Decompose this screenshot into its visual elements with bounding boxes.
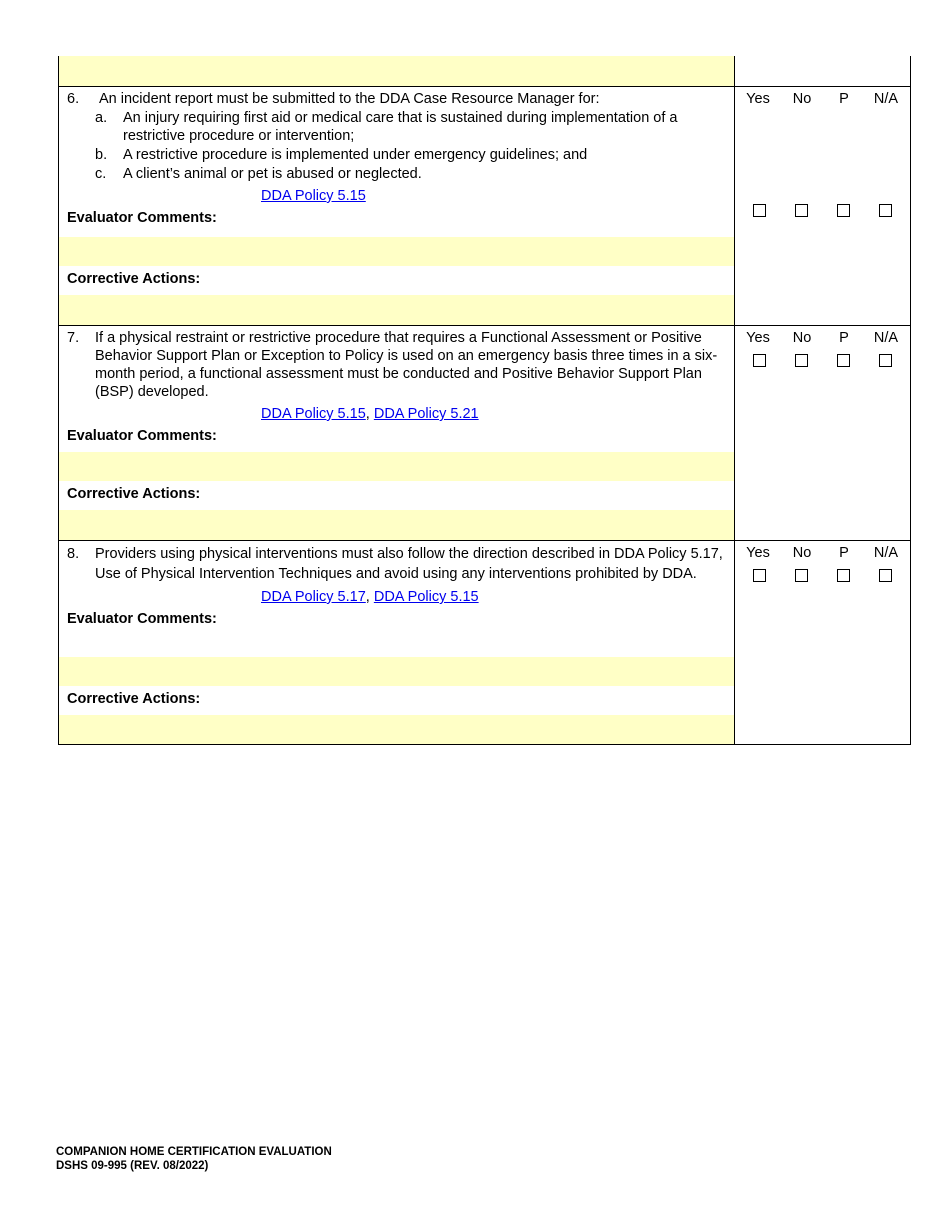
answer-cell-spacer — [735, 295, 911, 325]
evaluator-comments-field-row — [58, 657, 911, 686]
policy-link[interactable]: DDA Policy 5.21 — [373, 406, 479, 422]
answer-cell-q6 — [735, 87, 911, 237]
answer-checkboxes — [735, 204, 911, 220]
evaluator-comments-field-row — [58, 237, 911, 266]
policy-link[interactable]: DDA Policy 5.15 — [261, 188, 366, 204]
no-checkbox[interactable] — [795, 204, 808, 217]
corrective-actions-label: Corrective Actions: — [67, 271, 201, 287]
list-item-letter: c. — [95, 166, 107, 182]
corrective-actions-field[interactable] — [58, 715, 735, 744]
p-label: P — [839, 545, 849, 561]
question-6-row — [58, 86, 911, 237]
table-bottom-border — [58, 744, 911, 745]
answer-cell-spacer — [735, 715, 911, 744]
list-item-text: A client’s animal or pet is abused or neglected. — [123, 166, 422, 182]
question-statement: If a physical restraint or restrictive procedure that requires a Functional Assessment or Positive Behavior Support Plan or Exception to Policy is used on an emergency basis three times in a six-month period, a functional assessment must be conducted and Positive Behavior Support Plan (BSP) developed. — [95, 330, 718, 400]
list-item — [95, 165, 726, 183]
form-number: DSHS 09-995 (REV. 08/2022) — [56, 1160, 209, 1172]
form-title: COMPANION HOME CERTIFICATION EVALUATION — [56, 1146, 332, 1158]
p-label: P — [839, 91, 849, 107]
evaluator-comments-field[interactable] — [58, 452, 735, 481]
no-checkbox[interactable] — [795, 569, 808, 582]
corrective-actions-field-row — [58, 715, 911, 744]
evaluation-form — [58, 56, 911, 745]
answer-checkboxes — [735, 569, 911, 585]
corrective-actions-label-row — [58, 266, 911, 295]
question-8-cell — [58, 541, 735, 657]
p-label: P — [839, 330, 849, 346]
list-item — [95, 109, 726, 145]
list-item — [95, 146, 726, 164]
policy-link[interactable]: DDA Policy 5.17 — [261, 589, 366, 605]
corrective-actions-field[interactable] — [58, 295, 735, 325]
corrective-actions-label-cell — [58, 481, 735, 510]
no-label: No — [792, 330, 812, 346]
answer-header — [735, 329, 911, 347]
p-checkbox[interactable] — [837, 354, 850, 367]
answer-header — [735, 90, 911, 108]
corrective-actions-label-row — [58, 686, 911, 715]
p-checkbox[interactable] — [837, 569, 850, 582]
corrective-actions-label-row — [58, 481, 911, 510]
yes-checkbox[interactable] — [753, 204, 766, 217]
question-6-text — [67, 90, 726, 183]
list-item-letter: b. — [95, 147, 108, 163]
previous-answer-cell — [735, 56, 911, 86]
question-6-cell — [58, 87, 735, 237]
question-8-text — [67, 544, 726, 584]
policy-links — [67, 405, 726, 423]
evaluator-comments-field-row — [58, 452, 911, 481]
question-7-text — [67, 329, 726, 401]
previous-corrective-field[interactable] — [58, 56, 735, 86]
corrective-actions-label-cell — [58, 686, 735, 715]
question-7-row — [58, 325, 911, 452]
question-number: 8. — [67, 546, 80, 562]
na-checkbox[interactable] — [879, 204, 892, 217]
answer-cell-q8 — [735, 541, 911, 657]
corrective-actions-field-row — [58, 510, 911, 540]
answer-header — [735, 544, 911, 562]
answer-cell-spacer — [735, 266, 911, 295]
corrective-actions-label: Corrective Actions: — [67, 691, 201, 707]
na-label: N/A — [873, 330, 899, 346]
no-label: No — [792, 91, 812, 107]
previous-corrective-field-row — [58, 56, 911, 86]
p-checkbox[interactable] — [837, 204, 850, 217]
policy-link[interactable]: DDA Policy 5.15 — [373, 589, 479, 605]
yes-label: Yes — [746, 545, 770, 561]
evaluator-comments-label: Evaluator Comments: — [67, 611, 217, 627]
na-checkbox[interactable] — [879, 354, 892, 367]
link-separator: , — [365, 406, 374, 422]
question-statement: An incident report must be submitted to the DDA Case Resource Manager for: — [99, 91, 600, 107]
question-8-row — [58, 540, 911, 657]
corrective-actions-field-row — [58, 295, 911, 325]
answer-cell-spacer — [735, 657, 911, 686]
list-item-text: A restrictive procedure is implemented under emergency guidelines; and — [123, 147, 588, 163]
question-number: 7. — [67, 330, 80, 346]
answer-cell-spacer — [735, 237, 911, 266]
answer-cell-q7 — [735, 326, 911, 452]
answer-cell-spacer — [735, 452, 911, 481]
answer-cell-spacer — [735, 481, 911, 510]
no-checkbox[interactable] — [795, 354, 808, 367]
na-label: N/A — [873, 545, 899, 561]
na-checkbox[interactable] — [879, 569, 892, 582]
evaluator-comments-field[interactable] — [58, 237, 735, 266]
evaluator-comments-field[interactable] — [58, 657, 735, 686]
policy-links — [67, 588, 726, 606]
yes-checkbox[interactable] — [753, 354, 766, 367]
policy-links — [67, 187, 726, 205]
question-6-sublist — [95, 109, 726, 183]
na-label: N/A — [873, 91, 899, 107]
answer-cell-spacer — [735, 686, 911, 715]
link-separator: , — [365, 589, 374, 605]
no-label: No — [792, 545, 812, 561]
corrective-actions-label: Corrective Actions: — [67, 486, 201, 502]
yes-label: Yes — [746, 91, 770, 107]
question-number: 6. — [67, 91, 80, 107]
evaluator-comments-label: Evaluator Comments: — [67, 210, 217, 226]
evaluator-comments-label: Evaluator Comments: — [67, 428, 217, 444]
list-item-letter: a. — [95, 110, 108, 126]
answer-cell-spacer — [735, 510, 911, 540]
corrective-actions-field[interactable] — [58, 510, 735, 540]
corrective-actions-label-cell — [58, 266, 735, 295]
policy-link[interactable]: DDA Policy 5.15 — [261, 406, 366, 422]
yes-checkbox[interactable] — [753, 569, 766, 582]
form-footer — [56, 1145, 332, 1173]
yes-label: Yes — [746, 330, 770, 346]
question-7-cell — [58, 326, 735, 452]
question-statement: Providers using physical interventions must also follow the direction described in DDA Policy 5.17, Use of Physical Intervention Techniques and avoid using any interventions prohibited by DDA. — [95, 546, 723, 582]
list-item-text: An injury requiring first aid or medical care that is sustained during implementation of a restrictive procedure or intervention; — [123, 110, 678, 144]
answer-checkboxes — [735, 354, 911, 370]
